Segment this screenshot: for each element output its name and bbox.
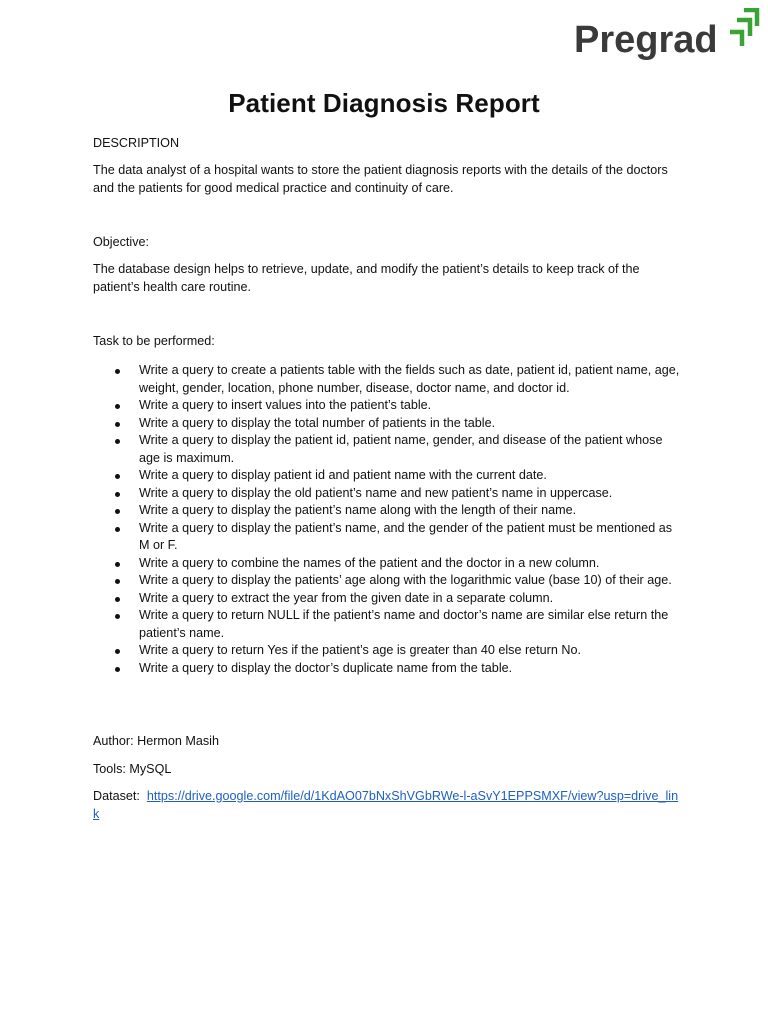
task-text: Write a query to create a patients table with the fields such as date, patient id, patient name, age, weight, gender, location, phone number, disease, doctor name, and doctor id.	[139, 363, 680, 395]
task-item	[93, 415, 683, 433]
task-text: Write a query to extract the year from the given date in a separate column.	[139, 590, 554, 605]
task-text: Write a query to display the patients’ age along with the logarithmic value (base 10) of their age.	[139, 573, 672, 587]
tools-line: Tools: MySQL	[93, 762, 172, 776]
task-item	[93, 590, 683, 608]
task-item	[93, 362, 683, 397]
task-text: Write a query to return NULL if the patient’s name and doctor’s name are similar else return the patient’s name.	[139, 608, 669, 640]
task-item	[93, 607, 683, 642]
description-heading: DESCRIPTION	[93, 136, 180, 150]
objective-heading: Objective:	[93, 235, 149, 249]
task-item	[93, 572, 683, 590]
task-item	[93, 397, 683, 415]
task-item	[93, 520, 683, 555]
bullet-icon	[115, 614, 120, 619]
task-text: Write a query to insert values into the patient’s table.	[139, 398, 432, 412]
task-text: Write a query to display the doctor’s duplicate name from the table.	[139, 660, 513, 675]
task-item	[93, 485, 683, 503]
task-text: Write a query to combine the names of the patient and the doctor in a new column.	[139, 555, 600, 570]
task-text: Write a query to display the patient id, patient name, gender, and disease of the patient whose age is maximum.	[139, 433, 663, 465]
task-item	[93, 432, 683, 467]
bullet-icon	[115, 509, 120, 514]
task-text: Write a query to display patient id and patient name with the current date.	[139, 468, 547, 482]
bullet-icon	[115, 527, 120, 532]
objective-text: The database design helps to retrieve, update, and modify the patient’s details to keep track of the patient’s health care routine.	[93, 262, 640, 294]
bullet-icon	[115, 422, 120, 427]
bullet-icon	[115, 369, 120, 374]
bullet-icon	[115, 404, 120, 409]
task-item	[93, 555, 683, 573]
growth-arrow-icon	[730, 10, 757, 46]
tasks-heading: Task to be performed:	[93, 334, 215, 348]
task-text: Write a query to return Yes if the patient’s age is greater than 40 else return No.	[139, 643, 581, 657]
task-list	[93, 362, 683, 677]
task-item	[93, 467, 683, 485]
task-item	[93, 502, 683, 520]
task-text: Write a query to display the patient’s name, and the gender of the patient must be mentioned as M or F.	[139, 520, 673, 552]
dataset-label: Dataset:	[93, 789, 140, 803]
task-text: Write a query to display the patient’s name along with the length of their name.	[139, 503, 577, 517]
description-text: The data analyst of a hospital wants to store the patient diagnosis reports with the details of the doctors and the patients for good medical practice and continuity of care.	[93, 163, 668, 195]
bullet-icon	[115, 562, 120, 567]
task-item	[93, 642, 683, 660]
bullet-icon	[115, 492, 120, 497]
author-line: Author: Hermon Masih	[93, 734, 219, 748]
task-text: Write a query to display the old patient’s name and new patient’s name in uppercase.	[139, 485, 613, 500]
pregrad-logo	[574, 8, 760, 62]
dataset-link[interactable]: https://drive.google.com/file/d/1KdAO07bNxShVGbRWe-l-aSvY1EPPSMXF/view?usp=drive_link	[93, 789, 679, 821]
bullet-icon	[115, 649, 120, 654]
bullet-icon	[115, 579, 120, 584]
task-text: Write a query to display the total number of patients in the table.	[139, 415, 496, 430]
document-title: Patient Diagnosis Report	[228, 88, 540, 118]
bullet-icon	[115, 439, 120, 444]
task-item	[93, 660, 683, 678]
bullet-icon	[115, 474, 120, 479]
dataset-line	[93, 788, 683, 823]
bullet-icon	[115, 597, 120, 602]
logo-wordmark: Pregrad	[574, 19, 718, 61]
bullet-icon	[115, 667, 120, 672]
